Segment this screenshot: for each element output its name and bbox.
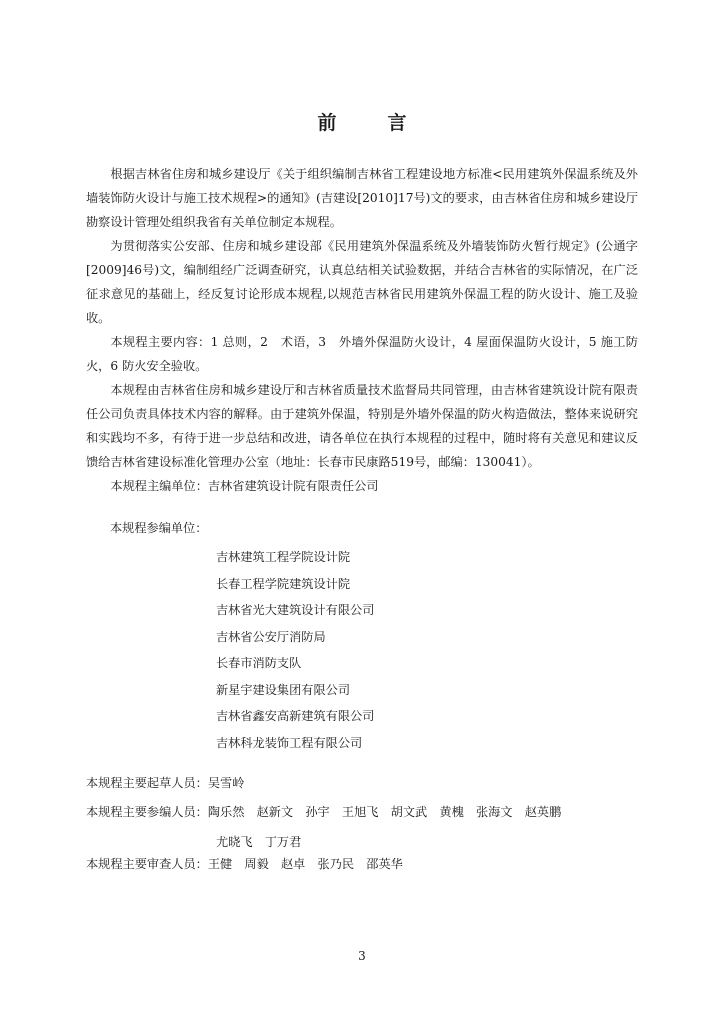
page-number: 3 — [358, 949, 366, 963]
reviewer-label: 本规程主要审查人员： — [86, 857, 208, 871]
drafter-names: 吴雪岭 — [207, 776, 245, 790]
page-title: 前 言 — [317, 112, 423, 134]
list-item: 吉林省光大建筑设计有限公司 — [216, 603, 375, 617]
list-item: 吉林建筑工程学院设计院 — [216, 550, 351, 564]
drafter-label: 本规程主要起草人员： — [86, 776, 208, 790]
participant-label: 本规程主要参编人员： — [86, 805, 208, 819]
reviewer-names: 王健 周毅 赵卓 张乃民 邵英华 — [207, 857, 403, 871]
reviewer-line — [86, 851, 403, 877]
paragraph-purpose: 为贯彻落实公安部、住房和城乡建设部《民用建筑外保温系统及外墙装饰防火暂行规定》(公通字[2009]46号)文，编制组经广泛调查研究，认真总结相关试验数据，并结合吉林省的实际情况，在广泛征求意见的基础上，经反复讨论形成本规程,以规范吉林省民用建筑外保温工程的防火设计、施工及验收。 — [86, 239, 638, 325]
paragraph-management: 本规程由吉林省住房和城乡建设厅和吉林省质量技术监督局共同管理，由吉林省建筑设计院有限责任公司负责具体技术内容的解释。由于建筑外保温，特别是外墙外保温的防火构造做法，整体来说研究和实践均不多，有待于进一步总结和改进，请各单位在执行本规程的过程中，随时将有关意见和建议反馈给吉林省建设标准化管理办公室（地址：长春市民康路519号，邮编：130041）。 — [86, 383, 638, 469]
list-item: 长春工程学院建筑设计院 — [216, 576, 351, 591]
list-item: 新星宇建设集团有限公司 — [216, 682, 351, 697]
list-item: 吉林省公安厅消防局 — [216, 629, 326, 644]
participating-units-list — [216, 544, 374, 756]
preface-body — [86, 162, 638, 498]
participant-line — [86, 799, 561, 825]
participant-names: 陶乐然 赵新文 孙宇 王旭飞 胡文武 黄槐 张海文 赵英鹏 — [207, 805, 562, 819]
paragraph-basis: 根据吉林省住房和城乡建设厅《关于组织编制吉林省工程建设地方标准<民用建筑外保温系统及外墙装饰防火设计与施工技术规程>的通知》(吉建设[2010]17号)文的要求，由吉林省住房和城乡建设厅勘察设计管理处组织我省有关单位制定本规程。 — [86, 167, 638, 229]
list-item: 吉林省鑫安高新建筑有限公司 — [216, 709, 375, 723]
participant-names-continued: 尤晓飞 丁万君 — [216, 835, 302, 849]
drafter-line — [86, 770, 244, 796]
list-item: 长春市消防支队 — [216, 656, 302, 670]
participating-units-label: 本规程参编单位： — [110, 521, 208, 535]
paragraph-chief-unit: 本规程主编单位：吉林省建筑设计院有限责任公司 — [110, 479, 379, 493]
paragraph-contents: 本规程主要内容：1 总则，2 术语，3 外墙外保温防火设计，4 屋面保温防火设计，5 施工防火，6 防火安全验收。 — [86, 335, 638, 373]
list-item: 吉林科龙装饰工程有限公司 — [216, 735, 363, 750]
